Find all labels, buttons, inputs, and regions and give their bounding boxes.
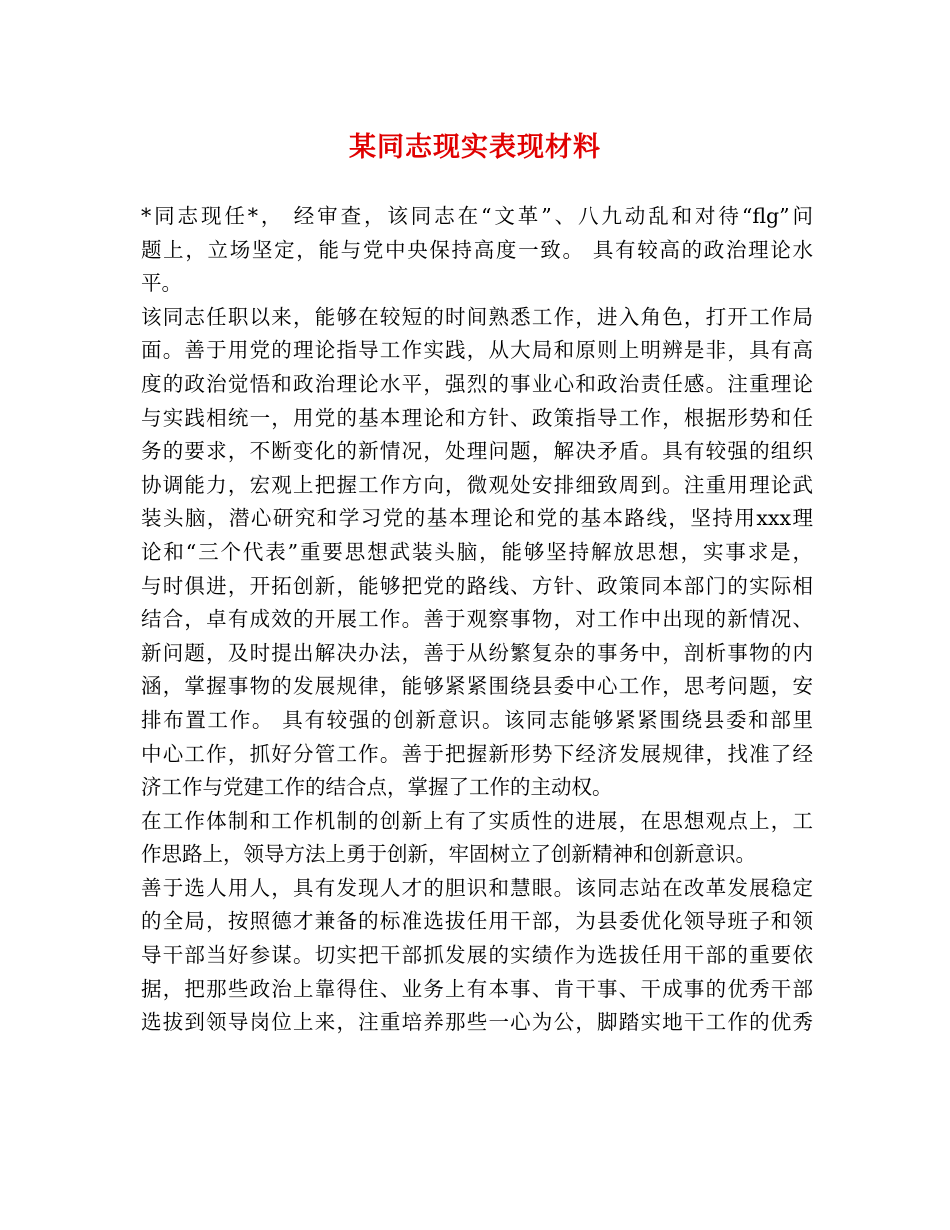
text-line: 的全局，按照德才兼备的标准选拔任用干部，为县委优化领导班子和领 <box>141 909 813 934</box>
text-line: 善于选人用人，具有发现人才的胆识和慧眼。该同志站在改革发展稳定 <box>141 875 813 900</box>
text-line: 度的政治觉悟和政治理论水平，强烈的事业心和政治责任感。注重理论 <box>141 371 813 396</box>
text-line: 题上，立场坚定，能与党中央保持高度一致。 具有较高的政治理论水 <box>141 237 813 262</box>
text-line: 面。善于用党的理论指导工作实践，从大局和原则上明辨是非，具有高 <box>141 338 813 363</box>
text-line: 该同志任职以来，能够在较短的时间熟悉工作，进入角色，打开工作局 <box>141 304 813 329</box>
text-line: 济工作与党建工作的结合点，掌握了工作的主动权。 <box>141 775 613 800</box>
text-line: 结合，卓有成效的开展工作。善于观察事物，对工作中出现的新情况、 <box>141 607 813 632</box>
text-line: 据，把那些政治上靠得住、业务上有本事、肯干事、干成事的优秀干部 <box>141 976 813 1001</box>
text-line: *同志现任*， 经审查，该同志在“文革”、八九动乱和对待“flg”问 <box>141 204 813 228</box>
text-line: 与时俱进，开拓创新，能够把党的路线、方针、政策同本部门的实际相 <box>141 573 813 598</box>
text-line: 排布置工作。 具有较强的创新意识。该同志能够紧紧围绕县委和部里 <box>141 707 813 732</box>
text-line: 作思路上，领导方法上勇于创新，牢固树立了创新精神和创新意识。 <box>141 842 756 867</box>
text-line: 选拔到领导岗位上来，注重培养那些一心为公，脚踏实地干工作的优秀 <box>141 1010 813 1035</box>
text-line: 导干部当好参谋。切实把干部抓发展的实绩作为选拔任用干部的重要依 <box>141 943 813 968</box>
text-line: 务的要求，不断变化的新情况，处理问题，解决矛盾。具有较强的组织 <box>141 439 813 464</box>
document-body <box>141 200 813 1040</box>
document-title: 某同志现实表现材料 <box>349 132 601 163</box>
text-line: 装头脑，潜心研究和学习党的基本理论和党的基本路线，坚持用xxx理 <box>141 506 813 531</box>
text-line: 平。 <box>141 271 182 296</box>
text-line: 协调能力，宏观上把握工作方向，微观处安排细致周到。注重用理论武 <box>141 472 813 497</box>
text-line: 涵，掌握事物的发展规律，能够紧紧围绕县委中心工作，思考问题，安 <box>141 674 813 699</box>
text-line: 新问题，及时提出解决办法，善于从纷繁复杂的事务中，剖析事物的内 <box>141 640 813 665</box>
text-line: 在工作体制和工作机制的创新上有了实质性的进展，在思想观点上，工 <box>141 808 813 833</box>
text-line: 论和“三个代表”重要思想武装头脑，能够坚持解放思想，实事求是， <box>141 539 813 564</box>
text-line: 中心工作，抓好分管工作。善于把握新形势下经济发展规律，找准了经 <box>141 741 813 766</box>
text-line: 与实践相统一，用党的基本理论和方针、政策指导工作，根据形势和任 <box>141 405 813 430</box>
